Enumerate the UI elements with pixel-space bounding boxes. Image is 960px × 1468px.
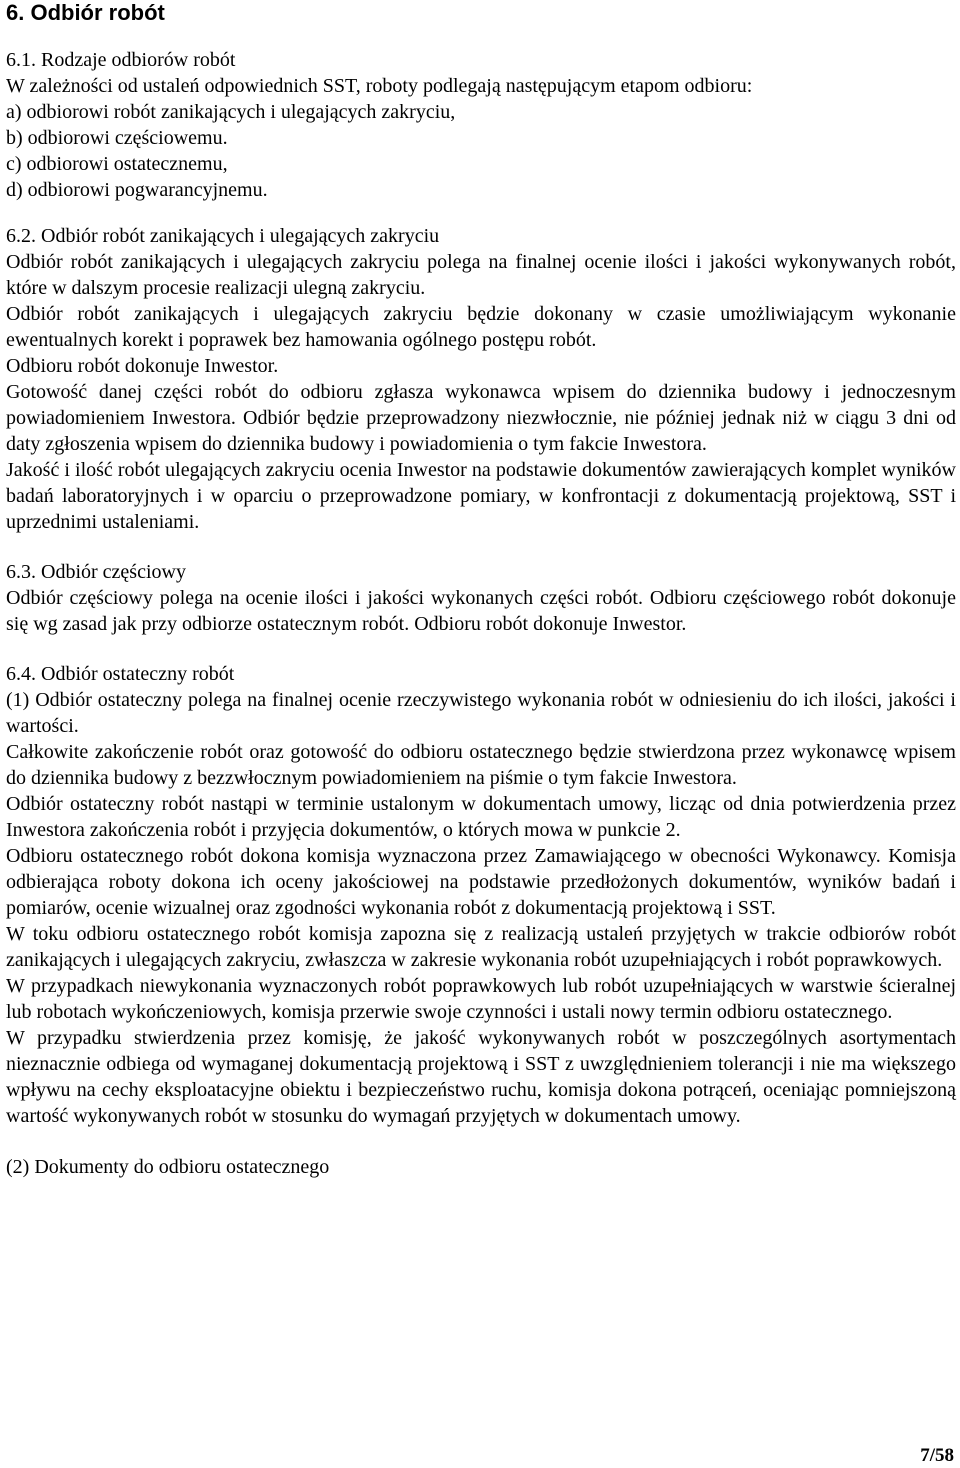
document-page (6, 0, 956, 1180)
subsection-heading: (2) Dokumenty do odbioru ostatecznego (6, 1156, 330, 1178)
paragraph: Odbiór częściowy polega na ocenie ilości i jakości wykonanych części robót. Odbioru częściowego robót dokonuje się wg zasad jak przy odbiorze ostatecznym robót. Odbioru robót dokonuje Inwestor. (6, 587, 956, 635)
paragraph: Odbiór robót zanikających i ulegających zakryciu polega na finalnej ocenie ilości i jakości wykonywanych robót, które w dalszym procesie realizacji ulegną zakryciu. (6, 251, 956, 299)
section-heading: 6.1. Rodzaje odbiorów robót (6, 49, 236, 71)
section-heading: 6.3. Odbiór częściowy (6, 561, 186, 583)
paragraph: W toku odbioru ostatecznego robót komisja zapozna się z realizacją ustaleń przyjętych w trakcie odbiorów robót zanikających i ulegających zakryciu, zwłaszcza w zakresie wykonania robót uzupełniających i robót poprawkowych. (6, 923, 956, 971)
section-6-3 (6, 559, 956, 637)
paragraph: Całkowite zakończenie robót oraz gotowość do odbioru ostatecznego będzie stwierdzona przez wykonawcę wpisem do dziennika budowy z bezzwłocznym powiadomieniem na piśmie o tym fakcie Inwestora. (6, 741, 956, 789)
paragraph: Jakość i ilość robót ulegających zakryciu ocenia Inwestor na podstawie dokumentów zawierających komplet wyników badań laboratoryjnych i w oparciu o przeprowadzone pomiary, w konfrontacji z dokumentacją projektową, SST i uprzednimi ustaleniami. (6, 459, 956, 533)
paragraph: (1) Odbiór ostateczny polega na finalnej ocenie rzeczywistego wykonania robót w odniesieniu do ich ilości, jakości i wartości. (6, 689, 956, 737)
list-item: b) odbiorowi częściowemu. (6, 127, 228, 149)
paragraph: Odbiór ostateczny robót nastąpi w terminie ustalonym w dokumentach umowy, licząc od dnia potwierdzenia przez Inwestora zakończenia robót i przyjęcia dokumentów, o których mowa w punkcie 2. (6, 793, 956, 841)
paragraph: Odbiór robót zanikających i ulegających zakryciu będzie dokonany w czasie umożliwiającym wykonanie ewentualnych korekt i poprawek bez hamowania ogólnego postępu robót. (6, 303, 956, 351)
chapter-title: 6. Odbiór robót (6, 0, 165, 25)
paragraph: W przypadku stwierdzenia przez komisję, że jakość wykonywanych robót w poszczególnych asortymentach nieznacznie odbiega od wymaganej dokumentacją projektową i SST z uwzględnieniem tolerancji i nie ma większego wpływu na cechy eksploatacyjne obiektu i bezpieczeństwo ruchu, komisja dokona potrąceń, oceniając pomniejszoną wartość wykonywanych robót w stosunku do wymagań przyjętych w dokumentach umowy. (6, 1027, 956, 1127)
section-heading: 6.4. Odbiór ostateczny robót (6, 663, 235, 685)
section-6-4 (6, 661, 956, 1180)
paragraph: Odbioru robót dokonuje Inwestor. (6, 355, 279, 377)
paragraph: Gotowość danej części robót do odbioru zgłasza wykonawca wpisem do dziennika budowy i jednoczesnym powiadomieniem Inwestora. Odbiór będzie przeprowadzony niezwłocznie, nie później jednak niż w ciągu 3 dni od daty zgłoszenia wpisem do dziennika budowy i powiadomienia o tym fakcie Inwestora. (6, 381, 956, 455)
list-item: c) odbiorowi ostatecznemu, (6, 153, 228, 175)
paragraph: Odbioru ostatecznego robót dokona komisja wyznaczona przez Zamawiającego w obecności Wykonawcy. Komisja odbierająca roboty dokona ich oceny jakościowej na podstawie przedłożonych dokumentów, wyników badań i pomiarów, ocenie wizualnej oraz zgodności wykonania robót z dokumentacją projektową i SST. (6, 845, 956, 919)
section-6-1 (6, 47, 956, 203)
page-number: 7/58 (920, 1445, 954, 1466)
section-heading: 6.2. Odbiór robót zanikających i ulegających zakryciu (6, 225, 440, 247)
section-intro: W zależności od ustaleń odpowiednich SST, roboty podlegają następującym etapom odbioru: (6, 75, 753, 97)
paragraph: W przypadkach niewykonania wyznaczonych robót poprawkowych lub robót uzupełniających w warstwie ścieralnej lub robotach wykończeniowych, komisja przerwie swoje czynności i ustali nowy termin odbioru ostatecznego. (6, 975, 956, 1023)
section-6-2 (6, 223, 956, 535)
list-item: a) odbiorowi robót zanikających i ulegających zakryciu, (6, 101, 456, 123)
list-item: d) odbiorowi pogwarancyjnemu. (6, 179, 268, 201)
